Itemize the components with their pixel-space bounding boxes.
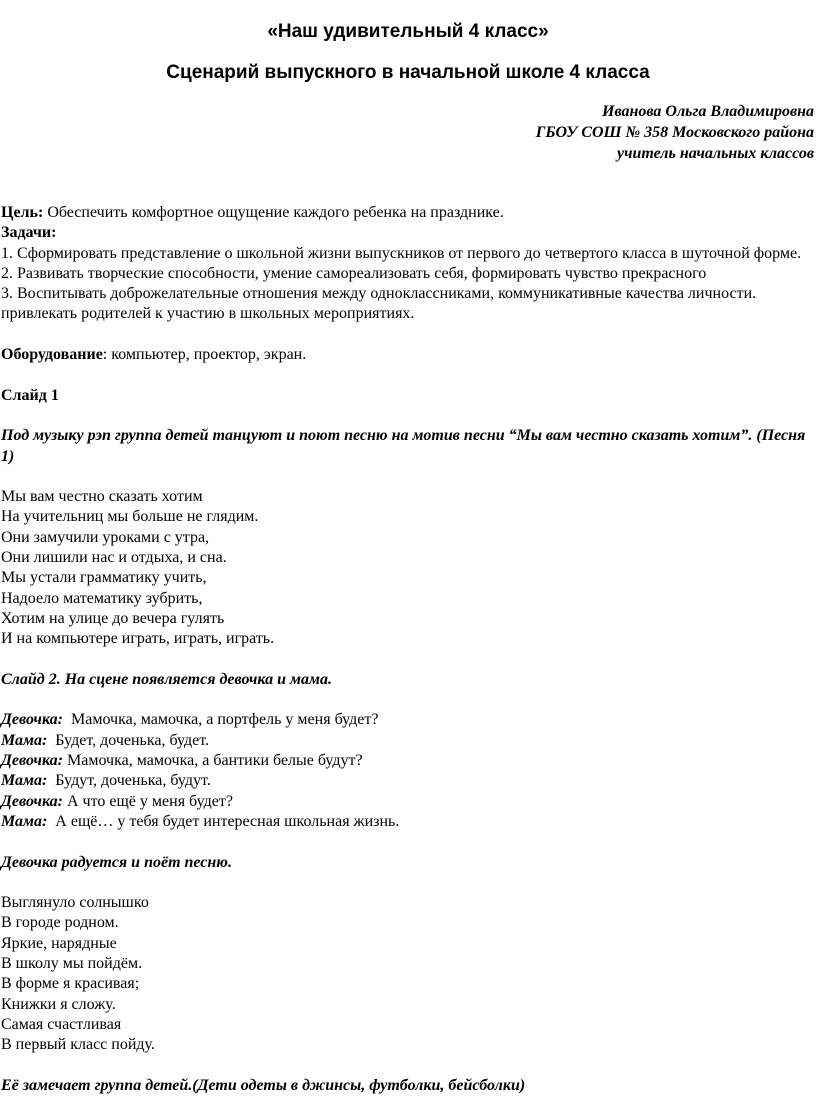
song-line: Яркие, нарядные <box>1 934 117 952</box>
equipment-text: : компьютер, проектор, экран. <box>102 346 307 364</box>
slide2-direction-children: Её замечает группа детей.(Дети одеты в джинсы, футболки, бейсболки) <box>1 1076 526 1094</box>
song-line: Книжки я сложу. <box>1 995 116 1013</box>
song-line: На учительниц мы больше не глядим. <box>1 508 259 526</box>
song-line: В форме я красивая; <box>1 975 140 993</box>
dialogue-line <box>1 710 813 730</box>
task-item-2: 2. Развивать творческие способности, умение самореализовать себя, формировать чувство прекрасного <box>1 264 707 282</box>
dialogue-line <box>1 792 813 812</box>
slide1-direction: Под музыку рэп группа детей танцуют и поют песню на мотив песни “Мы вам честно сказать хотим”. (Песня 1) <box>1 427 806 465</box>
song-line: Мы вам честно сказать хотим <box>1 488 203 506</box>
dialogue-text: Мамочка, мамочка, а бантики белые будут? <box>63 752 363 770</box>
dialogue-text: А ещё… у тебя будет интересная школьная жизнь. <box>47 812 400 830</box>
dialogue-line <box>1 751 813 771</box>
song-line: Выглянуло солнышко <box>1 894 149 912</box>
goal-label: Цель: <box>1 204 44 221</box>
dialogue-text: Мамочка, мамочка, а портфель у меня будет? <box>63 711 379 729</box>
author-school: ГБОУ СОШ № 358 Московского района <box>535 124 814 141</box>
tasks-label: Задачи: <box>1 224 57 242</box>
document-title: «Наш удивительный 4 класс» <box>267 21 549 42</box>
slide2-dialogue <box>1 710 813 832</box>
slide2-heading: Слайд 2. На сцене появляется девочка и мама. <box>1 670 332 688</box>
speaker-label: Мама: <box>1 731 48 749</box>
speaker-label: Девочка: <box>1 711 63 729</box>
slide2-direction: Девочка радуется и поёт песню. <box>1 853 232 871</box>
song-line: В первый класс пойду. <box>1 1036 155 1054</box>
song-line: Хотим на улице до вечера гулять <box>1 609 225 627</box>
song-line: В школу мы пойдём. <box>1 954 143 972</box>
slide1-heading: Слайд 1 <box>1 386 59 404</box>
slide2-song <box>1 893 813 1055</box>
task-item-3: 3. Воспитывать доброжелательные отношения между одноклассниками, коммуникативные качества личности. привлекать родителей к участию в школьных мероприятиях. <box>1 285 757 323</box>
song-line: В городе родном. <box>1 914 119 932</box>
dialogue-text: Будут, доченька, будут. <box>47 772 211 790</box>
task-item-1: 1. Сформировать представление о школьной жизни выпускников от первого до четвертого класса в шуточной форме. <box>1 244 802 262</box>
speaker-label: Девочка: <box>1 792 63 810</box>
equipment-paragraph <box>1 345 813 365</box>
dialogue-text: Будет, доченька, будет. <box>47 731 210 749</box>
author-block <box>536 101 814 164</box>
dialogue-line <box>1 731 813 751</box>
song-line: Надоело математику зубрить, <box>1 589 203 607</box>
goal-paragraph <box>1 203 813 223</box>
song-line: И на компьютере играть, играть, играть. <box>1 630 275 648</box>
author-name: Иванова Ольга Владимировна <box>602 103 814 120</box>
dialogue-line <box>1 812 813 832</box>
dialogue-text: А что ещё у меня будет? <box>63 792 233 810</box>
speaker-label: Мама: <box>1 812 48 830</box>
equipment-label: Оборудование <box>1 346 103 364</box>
goal-text: Обеспечить комфортное ощущение каждого ребенка на празднике. <box>43 204 504 221</box>
document-subtitle: Сценарий выпускного в начальной школе 4 класса <box>166 62 650 83</box>
speaker-label: Мама: <box>1 772 48 790</box>
song-line: Они замучили уроками с утра, <box>1 528 210 546</box>
slide1-song <box>1 487 813 649</box>
song-line: Самая счастливая <box>1 1015 122 1033</box>
document-body <box>1 203 813 1096</box>
speaker-label: Девочка: <box>1 752 63 770</box>
song-line: Они лишили нас и отдыха, и сна. <box>1 549 227 567</box>
dialogue-line <box>1 771 813 791</box>
song-line: Мы устали грамматику учить, <box>1 569 207 587</box>
author-position: учитель начальных классов <box>616 145 814 162</box>
